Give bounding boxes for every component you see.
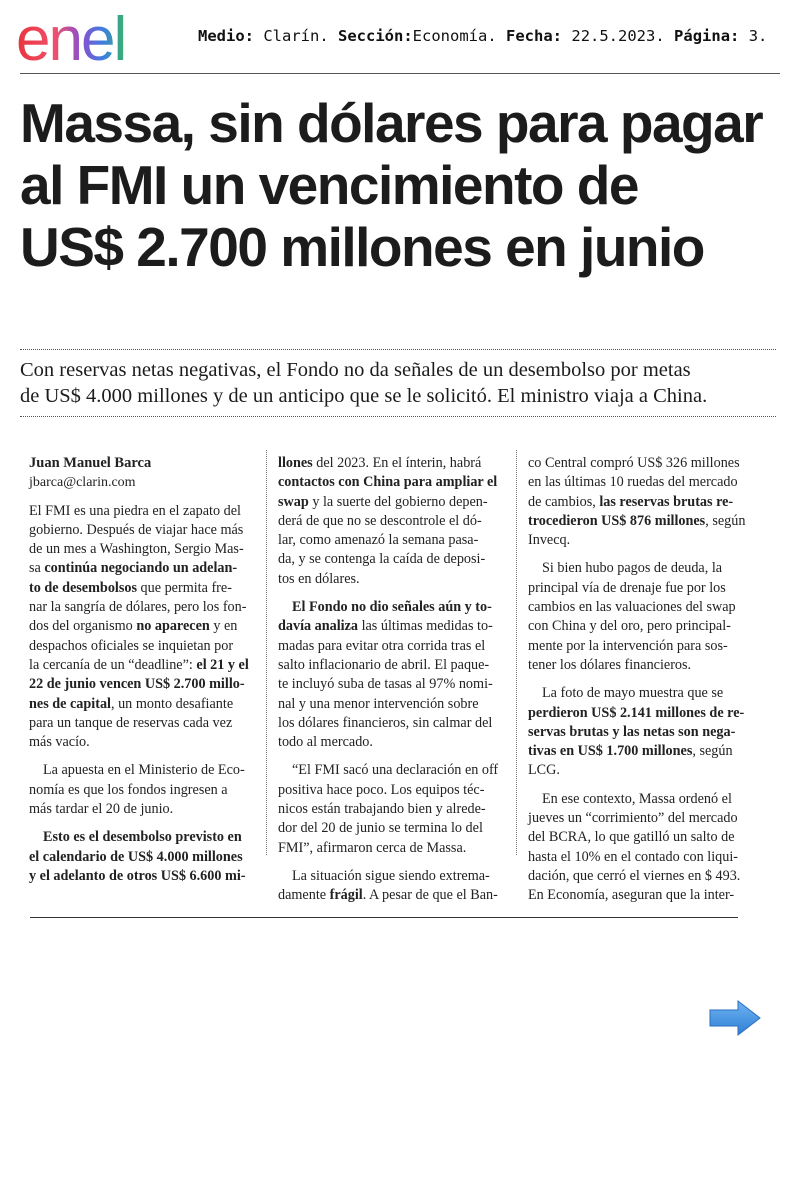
text-run: nicos están trabajando bien y alrede- <box>278 801 486 818</box>
dek-line: Con reservas netas negativas, el Fondo no da señales de un desembolso por metas <box>20 359 691 381</box>
article-text-line <box>528 617 760 636</box>
text-run: hasta el 10% en el contado con liqui- <box>528 848 738 865</box>
article-text-line <box>29 714 257 733</box>
text-run: dos del organismo <box>29 618 137 635</box>
text-run: Si bien hubo pagos de deuda, la <box>542 560 723 577</box>
article-text-line <box>278 886 508 905</box>
column-divider <box>516 450 517 855</box>
byline-author: Juan Manuel Barca <box>29 455 152 471</box>
article-text-line <box>278 570 508 589</box>
text-run: positiva hace poco. Los equipos téc- <box>278 781 485 798</box>
medio-value: Clarín. <box>263 27 329 45</box>
bold-text: contactos con China para ampliar el <box>278 474 498 491</box>
article-text-line <box>528 637 760 656</box>
medio-label: Medio: <box>198 27 254 45</box>
text-run: mente por la intervención para sos- <box>528 637 728 654</box>
article-column-3 <box>528 454 760 906</box>
text-run: cambios en las valuaciones del swap <box>528 599 736 616</box>
text-run: , un monto desafiante <box>110 695 234 712</box>
article-text-line <box>29 675 257 694</box>
bold-text: el 21 y el <box>196 656 249 673</box>
article-text-line <box>278 598 508 617</box>
paragraph-gap <box>278 752 508 761</box>
article-text-line <box>278 781 508 800</box>
article-text-line <box>29 521 257 540</box>
article-text-line <box>29 502 257 521</box>
column-3-body <box>528 454 760 906</box>
article-text-line <box>29 848 257 867</box>
headline-line: Massa, sin dólares para pagar <box>20 92 763 154</box>
text-run: que permita fre- <box>137 579 232 596</box>
article-text-line <box>278 761 508 780</box>
dek-top-divider <box>20 349 776 350</box>
article-text-line <box>278 800 508 819</box>
text-run: co Central compró US$ 326 millones <box>528 455 740 471</box>
article-text-line <box>528 742 760 761</box>
article-text-line <box>278 733 508 752</box>
enel-logo <box>16 8 182 68</box>
article-text-line <box>29 540 257 559</box>
text-run: derá de que no se descontrole el dó- <box>278 512 482 529</box>
dek-line: de US$ 4.000 millones y de un anticipo que se le solicitó. El ministro viaja a China. <box>20 385 708 407</box>
article-text-line <box>278 819 508 838</box>
article-text-line <box>29 733 257 752</box>
text-run: la cercanía de un “deadline”: <box>29 656 197 673</box>
article-subheadline <box>20 357 780 409</box>
text-run: y en <box>209 618 238 635</box>
press-metadata <box>198 27 767 45</box>
bold-text: davía analiza <box>278 618 359 635</box>
paragraph-gap <box>528 675 760 684</box>
paragraph-gap <box>29 493 257 502</box>
paragraph-gap <box>528 550 760 559</box>
text-run: , según <box>705 512 746 529</box>
text-run: dación, que cerró el viernes en $ 493. <box>528 867 741 884</box>
text-run: El FMI es una piedra en el zapato del <box>29 502 241 519</box>
seccion-label: Sección: <box>338 27 413 45</box>
text-run: da, y se contenga la caída de deposi- <box>278 551 486 568</box>
byline-email: jbarca@clarin.com <box>29 475 136 491</box>
article-text-line <box>528 579 760 598</box>
pagina-label: Página: <box>674 27 740 45</box>
text-run: damente <box>278 887 330 904</box>
text-run: más vacío. <box>29 734 90 751</box>
text-run: tos en dólares. <box>278 570 360 587</box>
article-text-line <box>29 598 257 617</box>
text-run: FMI”, afirmaron cerca de Massa. <box>278 839 467 856</box>
text-run: de cambios, <box>528 493 600 510</box>
article-text-line <box>29 781 257 800</box>
headline-line: US$ 2.700 millones en junio <box>20 216 704 278</box>
text-run: dor del 20 de junio se termina lo del <box>278 820 483 837</box>
text-run: “El FMI sacó una declaración en off <box>292 762 499 779</box>
paragraph-gap <box>278 858 508 867</box>
text-run: LCG. <box>528 762 560 779</box>
paragraph-gap <box>29 819 257 828</box>
article-text-line <box>528 493 760 512</box>
article-text-line <box>528 473 760 492</box>
svg-text:enel: enel <box>16 8 126 68</box>
page-bottom-rule <box>30 917 738 918</box>
bold-text: nes de capital <box>29 695 111 712</box>
text-run: La foto de mayo muestra que se <box>542 685 724 702</box>
text-run: en las últimas 10 ruedas del mercado <box>528 474 738 491</box>
text-run: del BCRA, lo que gatilló un salto de <box>528 829 735 846</box>
article-text-line <box>278 714 508 733</box>
bold-text: frágil <box>329 887 363 904</box>
bold-text: trocedieron US$ 876 millones <box>528 512 706 529</box>
text-run: En ese contexto, Massa ordenó el <box>542 790 732 807</box>
text-run: todo al mercado. <box>278 734 373 751</box>
article-text-line <box>29 867 257 886</box>
article-text-line <box>528 656 760 675</box>
article-text-line <box>278 473 508 492</box>
text-run: las últimas medidas to- <box>358 618 493 635</box>
text-run: y la suerte del gobierno depen- <box>308 493 488 510</box>
text-run: más tardar el 20 de junio. <box>29 801 174 818</box>
article-text-line <box>528 704 760 723</box>
dek-bottom-divider <box>20 416 776 417</box>
bold-text: El Fondo no dio señales aún y to- <box>292 599 492 616</box>
bold-text: el calendario de US$ 4.000 millones <box>29 848 243 865</box>
article-text-line <box>278 675 508 694</box>
text-run: Invecq. <box>528 532 571 549</box>
article-text-line <box>29 617 257 636</box>
text-run: salto inflacionario de abril. El paque- <box>278 656 490 673</box>
fecha-value: 22.5.2023. <box>571 27 665 45</box>
column-divider <box>266 450 267 855</box>
bold-text: no aparecen <box>136 618 210 635</box>
article-text-line <box>528 684 760 703</box>
column-2-body <box>278 454 508 906</box>
text-run: para un tanque de reservas cada vez <box>29 714 233 731</box>
article-text-line <box>29 656 257 675</box>
article-text-line <box>278 550 508 569</box>
article-text-line <box>29 828 257 847</box>
article-text-line <box>528 454 760 473</box>
text-run: sa <box>29 560 45 577</box>
pagina-value: 3. <box>748 27 768 45</box>
bold-text: perdieron US$ 2.141 millones de re- <box>528 704 745 721</box>
text-run: despachos oficiales se inquietan por <box>29 637 234 654</box>
article-text-line <box>29 695 257 714</box>
article-text-line <box>528 790 760 809</box>
article-text-line <box>528 848 760 867</box>
bold-text: tivas en US$ 1.700 millones <box>528 743 693 760</box>
text-run: te incluyó suba de tasas al 97% nomi- <box>278 676 493 693</box>
article-text-line <box>29 800 257 819</box>
fecha-label: Fecha: <box>506 27 563 45</box>
article-text-line <box>528 761 760 780</box>
article-text-line <box>528 512 760 531</box>
article-text-line <box>528 723 760 742</box>
article-text-line <box>278 695 508 714</box>
bold-text: to de desembolsos <box>29 579 137 596</box>
text-run: los dólares financieros, sin calmar del <box>278 714 493 731</box>
bold-text: las reservas brutas re- <box>599 493 734 510</box>
bold-text: y el adelanto de otros US$ 6.600 mi- <box>29 867 246 884</box>
article-text-line <box>278 512 508 531</box>
text-run: con China y del oro, pero principal- <box>528 618 731 635</box>
text-run: tener los dólares financieros. <box>528 656 692 673</box>
text-run: lar, como amenazó la semana pasa- <box>278 532 479 549</box>
text-run: nal y una menor intervención sobre <box>278 695 479 712</box>
text-run: jueves un “corrimiento” del mercado <box>528 810 738 827</box>
text-run: principal vía de drenaje fue por los <box>528 579 726 596</box>
text-run: nar la sangría de dólares, pero los fon- <box>29 599 247 616</box>
article-column-1 <box>29 454 257 886</box>
bold-text: Esto es el desembolso previsto en <box>43 829 242 846</box>
paragraph-gap <box>278 589 508 598</box>
text-run: En Economía, aseguran que la inter- <box>528 887 735 904</box>
bold-text: swap <box>278 493 309 510</box>
article-text-line <box>29 637 257 656</box>
article-headline <box>20 92 790 278</box>
header-divider <box>20 73 780 74</box>
bold-text: servas brutas y las netas son nega- <box>528 723 736 740</box>
article-text-line <box>528 531 760 550</box>
bold-text: 22 de junio vencen US$ 2.700 millo- <box>29 676 245 693</box>
text-run: gobierno. Después de viajar hace más <box>29 521 244 538</box>
text-run: , según <box>692 743 733 760</box>
article-text-line <box>29 579 257 598</box>
article-text-line <box>278 656 508 675</box>
column-1-body <box>29 502 257 887</box>
arrow-right-icon[interactable] <box>708 998 762 1038</box>
paragraph-gap <box>528 781 760 790</box>
article-text-line <box>528 809 760 828</box>
article-text-line <box>278 454 508 473</box>
bold-text: continúa negociando un adelan- <box>44 560 238 577</box>
article-text-line <box>278 617 508 636</box>
article-text-line <box>278 531 508 550</box>
article-text-line <box>528 598 760 617</box>
article-text-line <box>278 867 508 886</box>
article-text-line <box>278 637 508 656</box>
article-text-line <box>528 828 760 847</box>
text-run: La apuesta en el Ministerio de Eco- <box>43 762 245 779</box>
text-run: . A pesar de que el Ban- <box>362 887 498 904</box>
article-text-line <box>528 867 760 886</box>
text-run: nomía es que los fondos ingresen a <box>29 781 228 798</box>
article-column-2 <box>278 454 508 906</box>
paragraph-gap <box>29 752 257 761</box>
headline-line: al FMI un vencimiento de <box>20 154 638 216</box>
seccion-value: Economía. <box>412 27 497 45</box>
bold-text: llones <box>278 455 313 471</box>
article-text-line <box>528 559 760 578</box>
article-text-line <box>29 761 257 780</box>
article-text-line <box>29 559 257 578</box>
article-text-line <box>278 493 508 512</box>
text-run: La situación sigue siendo extrema- <box>292 867 490 884</box>
text-run: de un mes a Washington, Sergio Mas- <box>29 541 244 558</box>
article-text-line <box>278 839 508 858</box>
text-run: madas para evitar otra corrida tras el <box>278 637 486 654</box>
text-run: del 2023. En el ínterin, habrá <box>312 455 482 471</box>
article-text-line <box>528 886 760 905</box>
